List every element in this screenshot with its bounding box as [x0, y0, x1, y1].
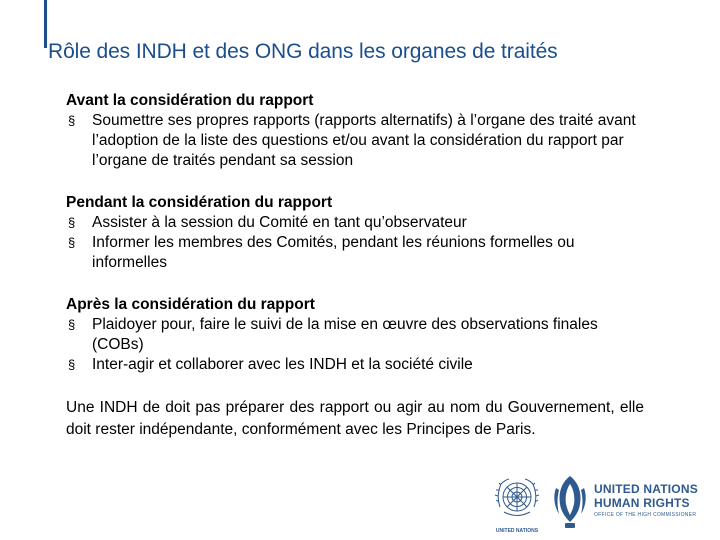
bullet-text: Plaidoyer pour, faire le suivi de la mise en œuvre des observations finales (COBs) — [92, 316, 598, 353]
bullet-item — [66, 213, 644, 233]
logo-area — [492, 474, 720, 540]
section-before-report — [66, 91, 644, 171]
slide-title: Rôle des INDH et des ONG dans les organes de traités — [48, 40, 558, 63]
section-during-report — [66, 193, 644, 273]
title-accent-bar — [44, 0, 47, 48]
bullet-marker-icon: § — [68, 357, 76, 372]
ohchr-line-hr: HUMAN RIGHTS — [594, 496, 690, 510]
ohchr-emblem-icon — [550, 474, 590, 530]
un-emblem-icon — [492, 474, 542, 536]
slide-content — [66, 91, 644, 441]
bullet-item — [66, 233, 644, 273]
independence-note: Une INDH de doit pas préparer des rapport ou agir au nom du Gouvernement, elle doit rester indépendante, conformément avec les Principes de Paris. — [66, 399, 644, 438]
bullet-text: Inter-agir et collaborer avec les INDH et la société civile — [92, 356, 473, 373]
bullet-text: Soumettre ses propres rapports (rapports alternatifs) à l’organe des traité avant l’adoption de la liste des questions et/ou avant la considération du rapport par l’organe de traités pendant sa session — [92, 112, 636, 169]
section-title: Après la considération du rapport — [66, 296, 315, 313]
bullet-marker-icon: § — [68, 113, 76, 128]
ohchr-line-office: OFFICE OF THE HIGH COMMISSIONER — [594, 512, 697, 518]
bullet-marker-icon: § — [68, 235, 76, 250]
section-title: Pendant la considération du rapport — [66, 194, 333, 211]
bullet-item — [66, 355, 644, 375]
ohchr-line-un: UNITED NATIONS — [594, 482, 698, 496]
bullet-item — [66, 315, 644, 355]
bullet-marker-icon: § — [68, 317, 76, 332]
section-after-report — [66, 295, 644, 375]
bullet-text: Assister à la session du Comité en tant qu’observateur — [92, 214, 467, 231]
section-title: Avant la considération du rapport — [66, 92, 314, 109]
bullet-text: Informer les membres des Comités, pendant les réunions formelles ou informelles — [92, 234, 575, 271]
bullet-marker-icon: § — [68, 215, 76, 230]
un-caption: UNITED NATIONS — [495, 528, 539, 534]
ohchr-wordmark — [594, 482, 698, 518]
bullet-item — [66, 111, 644, 171]
